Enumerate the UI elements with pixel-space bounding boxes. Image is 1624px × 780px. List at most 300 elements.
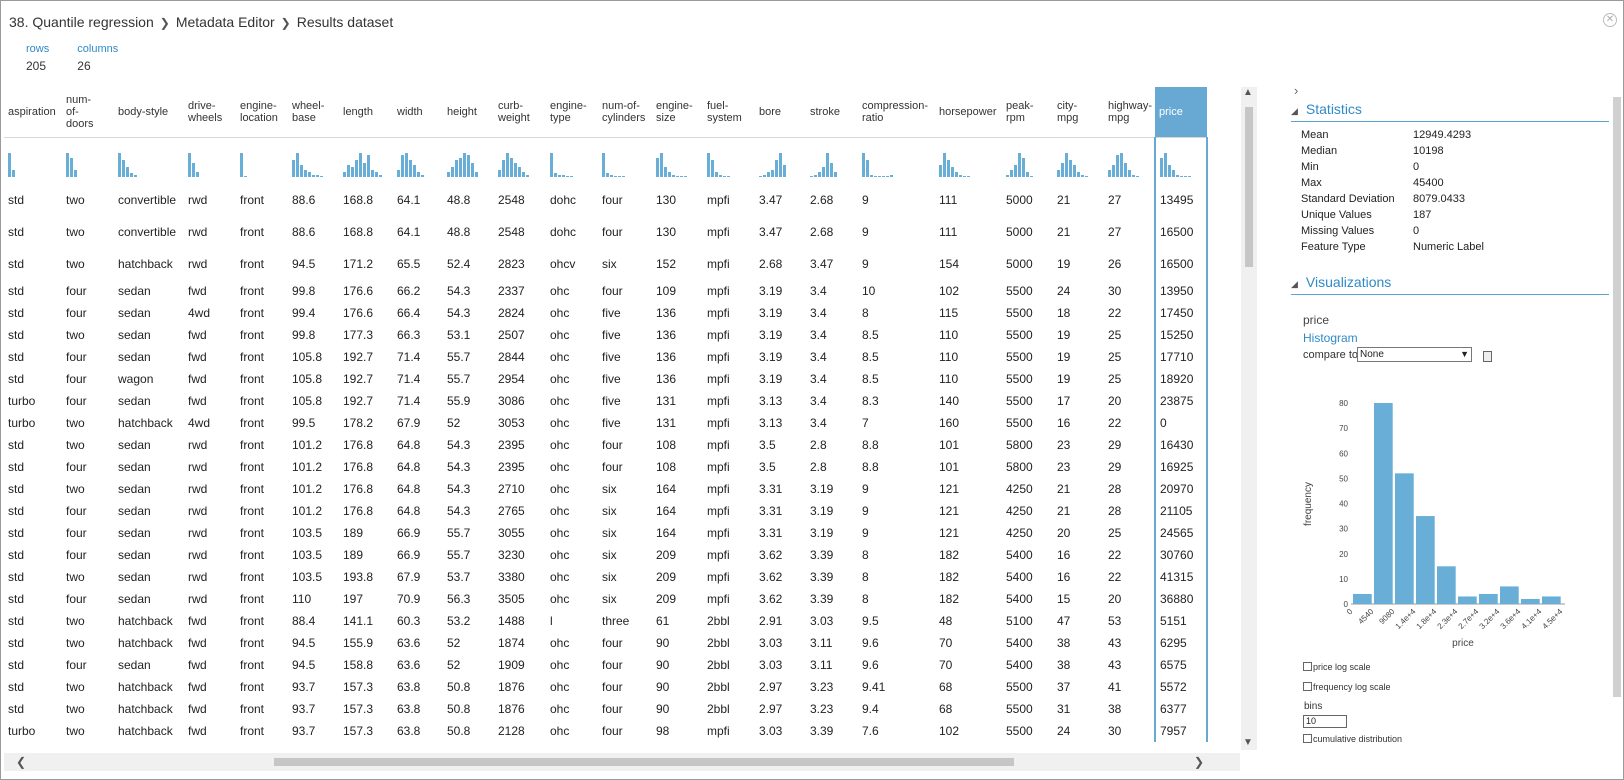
column-mini-histogram[interactable] xyxy=(62,137,114,183)
table-cell[interactable]: two xyxy=(66,614,85,628)
table-cell[interactable]: 25 xyxy=(1108,328,1122,342)
table-cell[interactable]: 71.4 xyxy=(397,350,421,364)
table-cell[interactable]: mpfi xyxy=(707,438,730,452)
table-cell[interactable]: 94.5 xyxy=(292,257,316,271)
table-cell[interactable]: front xyxy=(240,548,265,562)
table-row[interactable] xyxy=(4,566,1207,588)
table-cell[interactable]: rwd xyxy=(188,526,208,540)
table-cell[interactable]: four xyxy=(602,724,623,738)
table-cell[interactable]: 52.4 xyxy=(447,257,471,271)
table-cell[interactable]: 41315 xyxy=(1155,566,1207,588)
table-cell[interactable]: five xyxy=(602,328,621,342)
table-cell[interactable]: four xyxy=(66,372,87,386)
table-cell[interactable]: 105.8 xyxy=(292,350,323,364)
table-cell[interactable]: ohc xyxy=(550,570,570,584)
table-cell[interactable]: 2.91 xyxy=(759,614,783,628)
table-cell[interactable]: hatchback xyxy=(118,636,173,650)
table-cell[interactable]: 3230 xyxy=(498,548,525,562)
table-cell[interactable]: 2548 xyxy=(498,225,525,239)
table-cell[interactable]: 9.6 xyxy=(862,658,879,672)
table-cell[interactable]: mpfi xyxy=(707,526,730,540)
table-cell[interactable]: 3.03 xyxy=(759,658,783,672)
table-row[interactable] xyxy=(4,500,1207,522)
table-row[interactable] xyxy=(4,324,1207,346)
table-cell[interactable]: front xyxy=(240,526,265,540)
table-cell[interactable]: 3.19 xyxy=(810,526,834,540)
table-cell[interactable]: 7957 xyxy=(1155,720,1207,742)
table-cell[interactable]: 28 xyxy=(1108,482,1122,496)
table-cell[interactable]: 50.8 xyxy=(447,680,471,694)
table-cell[interactable]: 66.9 xyxy=(397,548,421,562)
table-cell[interactable]: 21 xyxy=(1057,504,1071,518)
table-cell[interactable]: rwd xyxy=(188,438,208,452)
table-cell[interactable]: 16 xyxy=(1057,548,1071,562)
table-cell[interactable]: 157.3 xyxy=(343,680,374,694)
table-cell[interactable]: four xyxy=(602,225,623,239)
table-cell[interactable]: mpfi xyxy=(707,284,730,298)
table-cell[interactable]: front xyxy=(240,702,265,716)
table-cell[interactable]: std xyxy=(8,192,25,207)
table-cell[interactable]: 5500 xyxy=(1006,724,1033,738)
table-cell[interactable]: 3.39 xyxy=(810,592,834,606)
table-cell[interactable]: mpfi xyxy=(707,306,730,320)
table-cell[interactable]: five xyxy=(602,350,621,364)
table-cell[interactable]: 164 xyxy=(656,526,677,540)
table-cell[interactable]: front xyxy=(240,460,265,474)
table-cell[interactable]: 88.6 xyxy=(292,192,316,207)
table-cell[interactable]: four xyxy=(66,548,87,562)
table-cell[interactable]: 103.5 xyxy=(292,548,323,562)
table-cell[interactable]: 8.5 xyxy=(862,328,879,342)
table-cell[interactable]: 2548 xyxy=(498,192,525,207)
table-cell[interactable]: 88.4 xyxy=(292,614,316,628)
table-cell[interactable]: six xyxy=(602,570,617,584)
table-cell[interactable]: 52 xyxy=(447,416,461,430)
table-cell[interactable]: 2765 xyxy=(498,504,525,518)
table-cell[interactable]: 176.8 xyxy=(343,438,374,452)
table-cell[interactable]: std xyxy=(8,438,25,452)
table-cell[interactable]: 16 xyxy=(1057,416,1071,430)
table-cell[interactable]: 71.4 xyxy=(397,372,421,386)
table-cell[interactable]: mpfi xyxy=(707,482,730,496)
table-cell[interactable]: front xyxy=(240,636,265,650)
table-cell[interactable]: 24 xyxy=(1057,724,1071,738)
column-mini-histogram[interactable] xyxy=(1155,137,1207,183)
table-cell[interactable]: 22 xyxy=(1108,306,1122,320)
table-cell[interactable]: 21 xyxy=(1057,192,1071,207)
table-cell[interactable]: 64.8 xyxy=(397,460,421,474)
table-cell[interactable]: 8.5 xyxy=(862,350,879,364)
column-mini-histogram[interactable] xyxy=(494,137,546,183)
table-cell[interactable]: 8.8 xyxy=(862,460,879,474)
table-cell[interactable]: four xyxy=(602,460,623,474)
table-cell[interactable]: mpfi xyxy=(707,724,730,738)
table-cell[interactable]: 111 xyxy=(939,192,958,207)
table-cell[interactable]: sedan xyxy=(118,394,151,408)
table-cell[interactable]: 55.7 xyxy=(447,548,471,562)
table-cell[interactable]: 61 xyxy=(656,614,670,628)
table-cell[interactable]: sedan xyxy=(118,658,151,672)
table-cell[interactable]: 37 xyxy=(1057,680,1071,694)
table-cell[interactable]: front xyxy=(240,614,265,628)
table-cell[interactable]: rwd xyxy=(188,192,208,207)
table-cell[interactable]: 8 xyxy=(862,306,869,320)
table-cell[interactable]: 52 xyxy=(447,636,461,650)
table-cell[interactable]: four xyxy=(602,702,623,716)
table-cell[interactable]: sedan xyxy=(118,460,151,474)
table-cell[interactable]: std xyxy=(8,284,25,298)
table-cell[interactable]: 38 xyxy=(1057,636,1071,650)
table-cell[interactable]: fwd xyxy=(188,636,207,650)
table-cell[interactable]: 66.9 xyxy=(397,526,421,540)
table-cell[interactable]: front xyxy=(240,225,265,239)
table-cell[interactable]: 3.23 xyxy=(810,702,834,716)
table-cell[interactable]: 1874 xyxy=(498,636,525,650)
table-cell[interactable]: 193.8 xyxy=(343,570,374,584)
table-cell[interactable]: 3.13 xyxy=(759,394,783,408)
viz-type-link[interactable]: Histogram xyxy=(1303,331,1358,345)
table-cell[interactable]: 28 xyxy=(1108,504,1122,518)
table-cell[interactable]: 130 xyxy=(656,192,677,207)
table-cell[interactable]: std xyxy=(8,350,25,364)
column-header[interactable]: engine- size xyxy=(652,87,703,137)
table-cell[interactable]: 176.8 xyxy=(343,482,374,496)
table-cell[interactable]: sedan xyxy=(118,592,151,606)
table-cell[interactable]: 18920 xyxy=(1155,368,1207,390)
column-mini-histogram[interactable] xyxy=(598,137,652,183)
table-cell[interactable]: 4wd xyxy=(188,306,211,320)
table-cell[interactable]: 63.8 xyxy=(397,680,421,694)
table-cell[interactable]: 26 xyxy=(1108,257,1122,271)
table-cell[interactable]: std xyxy=(8,636,25,650)
table-cell[interactable]: 178.2 xyxy=(343,416,374,430)
table-cell[interactable]: 110 xyxy=(939,372,959,386)
table-cell[interactable]: 101.2 xyxy=(292,482,323,496)
table-cell[interactable]: four xyxy=(66,350,87,364)
table-cell[interactable]: 3.19 xyxy=(759,350,783,364)
table-cell[interactable]: fwd xyxy=(188,372,207,386)
table-cell[interactable]: 70.9 xyxy=(397,592,421,606)
table-cell[interactable]: 155.9 xyxy=(343,636,374,650)
table-row[interactable] xyxy=(4,610,1207,632)
table-cell[interactable]: 5572 xyxy=(1155,676,1207,698)
table-cell[interactable]: 53.2 xyxy=(447,614,471,628)
table-cell[interactable]: 63.6 xyxy=(397,636,421,650)
column-header[interactable]: peak- rpm xyxy=(1002,87,1053,137)
table-cell[interactable]: 16500 xyxy=(1155,248,1207,280)
table-cell[interactable]: 102 xyxy=(939,724,960,738)
table-cell[interactable]: 53.7 xyxy=(447,570,471,584)
table-cell[interactable]: two xyxy=(66,680,85,694)
table-cell[interactable]: 64.8 xyxy=(397,482,421,496)
table-cell[interactable]: 20 xyxy=(1108,592,1122,606)
table-cell[interactable]: 5400 xyxy=(1006,592,1033,606)
table-cell[interactable]: 102 xyxy=(939,284,960,298)
table-cell[interactable]: 63.6 xyxy=(397,658,421,672)
table-cell[interactable]: ohc xyxy=(550,284,570,298)
table-cell[interactable]: 23 xyxy=(1057,460,1071,474)
table-cell[interactable]: 121 xyxy=(939,482,960,496)
table-cell[interactable]: hatchback xyxy=(118,614,173,628)
table-cell[interactable]: rwd xyxy=(188,570,208,584)
table-cell[interactable]: 64.1 xyxy=(397,192,421,207)
table-cell[interactable]: 17450 xyxy=(1155,302,1207,324)
table-cell[interactable]: 16925 xyxy=(1155,456,1207,478)
table-cell[interactable]: 164 xyxy=(656,504,677,518)
table-cell[interactable]: 2.8 xyxy=(810,460,827,474)
table-cell[interactable]: 5151 xyxy=(1155,610,1207,632)
table-cell[interactable]: 101.2 xyxy=(292,460,323,474)
table-cell[interactable]: 3.4 xyxy=(810,284,827,298)
table-cell[interactable]: six xyxy=(602,592,617,606)
table-cell[interactable]: 2bbl xyxy=(707,680,730,694)
table-cell[interactable]: 55.7 xyxy=(447,372,471,386)
table-cell[interactable]: rwd xyxy=(188,460,208,474)
table-cell[interactable]: 110 xyxy=(292,592,312,606)
table-cell[interactable]: 171.2 xyxy=(343,257,374,271)
table-cell[interactable]: 3.13 xyxy=(759,416,783,430)
table-cell[interactable]: 55.9 xyxy=(447,394,471,408)
column-mini-histogram[interactable] xyxy=(288,137,339,183)
table-cell[interactable]: two xyxy=(66,257,85,271)
table-cell[interactable]: mpfi xyxy=(707,592,730,606)
table-cell[interactable]: 19 xyxy=(1057,257,1071,271)
table-cell[interactable]: ohcv xyxy=(550,257,576,271)
table-cell[interactable]: ohc xyxy=(550,504,570,518)
table-cell[interactable]: rwd xyxy=(188,504,208,518)
table-cell[interactable]: 65.5 xyxy=(397,257,421,271)
table-cell[interactable]: 152 xyxy=(656,257,677,271)
table-cell[interactable]: 22 xyxy=(1108,570,1122,584)
table-cell[interactable]: 101.2 xyxy=(292,438,323,452)
table-cell[interactable]: 7 xyxy=(862,416,869,430)
table-cell[interactable]: four xyxy=(66,306,87,320)
table-cell[interactable]: 41 xyxy=(1108,680,1122,694)
table-cell[interactable]: 3.31 xyxy=(759,482,783,496)
table-cell[interactable]: 3055 xyxy=(498,526,525,540)
table-cell[interactable]: ohc xyxy=(550,416,570,430)
table-row[interactable] xyxy=(4,280,1207,302)
table-row[interactable] xyxy=(4,434,1207,456)
table-cell[interactable]: 176.8 xyxy=(343,460,374,474)
table-cell[interactable]: four xyxy=(66,658,87,672)
table-cell[interactable]: ohc xyxy=(550,350,570,364)
table-cell[interactable]: 67.9 xyxy=(397,570,421,584)
table-cell[interactable]: 2844 xyxy=(498,350,525,364)
table-cell[interactable]: 140 xyxy=(939,394,960,408)
column-header[interactable]: width xyxy=(393,87,443,137)
table-cell[interactable]: 17710 xyxy=(1155,346,1207,368)
table-cell[interactable]: 3.11 xyxy=(810,658,833,672)
table-cell[interactable]: 9 xyxy=(862,192,869,207)
table-cell[interactable]: 209 xyxy=(656,592,677,606)
table-cell[interactable]: 5400 xyxy=(1006,570,1033,584)
table-cell[interactable]: 60.3 xyxy=(397,614,421,628)
table-cell[interactable]: 54.3 xyxy=(447,284,471,298)
table-cell[interactable]: ohc xyxy=(550,372,570,386)
table-cell[interactable]: 182 xyxy=(939,592,960,606)
table-cell[interactable]: 67.9 xyxy=(397,416,421,430)
column-header[interactable]: length xyxy=(339,87,393,137)
column-mini-histogram[interactable] xyxy=(652,137,703,183)
table-cell[interactable]: convertible xyxy=(118,225,177,239)
table-cell[interactable]: sedan xyxy=(118,504,151,518)
column-mini-histogram[interactable] xyxy=(806,137,858,183)
table-cell[interactable]: 20 xyxy=(1057,526,1071,540)
compare-to-select[interactable] xyxy=(1357,347,1472,362)
table-cell[interactable]: four xyxy=(66,504,87,518)
scrollbar-thumb[interactable] xyxy=(1245,107,1253,267)
table-cell[interactable]: two xyxy=(66,570,85,584)
table-cell[interactable]: rwd xyxy=(188,257,208,271)
table-cell[interactable]: four xyxy=(602,192,623,207)
table-cell[interactable]: ohc xyxy=(550,680,570,694)
column-mini-histogram[interactable] xyxy=(4,137,62,183)
table-cell[interactable]: 192.7 xyxy=(343,394,374,408)
table-cell[interactable]: 3.4 xyxy=(810,394,827,408)
table-cell[interactable]: sedan xyxy=(118,350,151,364)
table-cell[interactable]: 17 xyxy=(1057,394,1071,408)
table-cell[interactable]: four xyxy=(602,284,623,298)
table-cell[interactable]: 2bbl xyxy=(707,658,730,672)
table-cell[interactable]: 19 xyxy=(1057,372,1071,386)
table-cell[interactable]: 103.5 xyxy=(292,526,323,540)
table-cell[interactable]: 5500 xyxy=(1006,680,1033,694)
table-cell[interactable]: 21 xyxy=(1057,482,1071,496)
table-cell[interactable]: 3.4 xyxy=(810,372,827,386)
breadcrumb-experiment[interactable]: 38. Quantile regression xyxy=(9,14,154,30)
table-cell[interactable]: 3.4 xyxy=(810,350,827,364)
frequency-log-scale-option[interactable] xyxy=(1313,682,1391,692)
table-cell[interactable]: 70 xyxy=(939,636,953,650)
table-cell[interactable]: 23875 xyxy=(1155,390,1207,412)
table-cell[interactable]: 2.97 xyxy=(759,702,783,716)
table-cell[interactable]: std xyxy=(8,482,25,496)
table-cell[interactable]: 1488 xyxy=(498,614,525,628)
column-header[interactable]: num-of- cylinders xyxy=(598,87,652,137)
table-cell[interactable]: 189 xyxy=(343,548,364,562)
table-cell[interactable]: 90 xyxy=(656,636,670,650)
close-icon[interactable]: ✕ xyxy=(1603,13,1617,27)
table-cell[interactable]: 55.7 xyxy=(447,350,471,364)
table-cell[interactable]: front xyxy=(240,504,265,518)
table-cell[interactable]: 5400 xyxy=(1006,658,1033,672)
table-cell[interactable]: 8.8 xyxy=(862,438,879,452)
table-cell[interactable]: front xyxy=(240,482,265,496)
table-cell[interactable]: ohc xyxy=(550,306,570,320)
column-mini-histogram[interactable] xyxy=(858,137,935,183)
table-cell[interactable]: 1876 xyxy=(498,702,525,716)
table-cell[interactable]: 1909 xyxy=(498,658,525,672)
column-mini-histogram[interactable] xyxy=(236,137,288,183)
grid-vertical-scrollbar[interactable] xyxy=(1241,87,1257,750)
table-cell[interactable]: mpfi xyxy=(707,225,730,239)
table-cell[interactable]: 30 xyxy=(1108,724,1122,738)
table-cell[interactable]: 110 xyxy=(939,350,959,364)
table-cell[interactable]: 103.5 xyxy=(292,570,323,584)
table-cell[interactable]: front xyxy=(240,192,265,207)
table-cell[interactable]: 50.8 xyxy=(447,724,471,738)
table-cell[interactable]: 136 xyxy=(656,372,677,386)
table-cell[interactable]: 4wd xyxy=(188,416,211,430)
column-mini-histogram[interactable] xyxy=(184,137,236,183)
table-cell[interactable]: six xyxy=(602,482,617,496)
table-cell[interactable]: 5500 xyxy=(1006,306,1033,320)
table-cell[interactable]: 5800 xyxy=(1006,460,1033,474)
column-header[interactable]: horsepower xyxy=(935,87,1002,137)
table-cell[interactable]: 93.7 xyxy=(292,680,316,694)
table-cell[interactable]: mpfi xyxy=(707,350,730,364)
table-cell[interactable]: 3380 xyxy=(498,570,525,584)
column-header[interactable]: bore xyxy=(755,87,806,137)
table-cell[interactable]: 20 xyxy=(1108,394,1122,408)
table-cell[interactable]: 38 xyxy=(1057,658,1071,672)
table-cell[interactable]: 10 xyxy=(862,284,876,298)
table-cell[interactable]: 157.3 xyxy=(343,702,374,716)
table-cell[interactable]: 5500 xyxy=(1006,328,1033,342)
table-cell[interactable]: 2337 xyxy=(498,284,525,298)
table-cell[interactable]: 9 xyxy=(862,526,869,540)
table-cell[interactable]: 52 xyxy=(447,658,461,672)
table-cell[interactable]: 2.97 xyxy=(759,680,783,694)
table-cell[interactable]: 3086 xyxy=(498,394,525,408)
table-cell[interactable]: turbo xyxy=(8,724,36,738)
table-cell[interactable]: 2bbl xyxy=(707,702,730,716)
table-cell[interactable]: 48 xyxy=(939,614,953,628)
table-cell[interactable]: 3.4 xyxy=(810,306,827,320)
table-cell[interactable]: 8 xyxy=(862,570,869,584)
column-mini-histogram[interactable] xyxy=(1053,137,1104,183)
table-cell[interactable]: fwd xyxy=(188,658,207,672)
table-cell[interactable]: 94.5 xyxy=(292,636,316,650)
table-cell[interactable]: 111 xyxy=(939,225,958,239)
table-cell[interactable]: 3.11 xyxy=(810,636,833,650)
table-cell[interactable]: five xyxy=(602,416,621,430)
table-cell[interactable]: 21105 xyxy=(1155,500,1207,522)
table-cell[interactable]: 13950 xyxy=(1155,280,1207,302)
table-cell[interactable]: 22 xyxy=(1108,416,1122,430)
table-cell[interactable]: 63.8 xyxy=(397,724,421,738)
table-cell[interactable]: ohc xyxy=(550,438,570,452)
table-cell[interactable]: 3.39 xyxy=(810,548,834,562)
table-cell[interactable]: 3.62 xyxy=(759,570,783,584)
table-cell[interactable]: 121 xyxy=(939,504,960,518)
table-cell[interactable]: ohc xyxy=(550,592,570,606)
table-cell[interactable]: hatchback xyxy=(118,257,173,271)
table-cell[interactable]: 70 xyxy=(939,658,953,672)
table-cell[interactable]: 176.6 xyxy=(343,306,374,320)
table-cell[interactable]: 29 xyxy=(1108,460,1122,474)
table-cell[interactable]: ohc xyxy=(550,658,570,672)
table-cell[interactable]: 3.39 xyxy=(810,570,834,584)
table-cell[interactable]: front xyxy=(240,350,265,364)
table-cell[interactable]: 5400 xyxy=(1006,548,1033,562)
table-cell[interactable]: mpfi xyxy=(707,328,730,342)
column-mini-histogram[interactable] xyxy=(339,137,393,183)
table-cell[interactable]: front xyxy=(240,724,265,738)
table-cell[interactable]: 197 xyxy=(343,592,364,606)
table-cell[interactable]: 3.19 xyxy=(759,284,783,298)
table-cell[interactable]: mpfi xyxy=(707,257,730,271)
table-cell[interactable]: 9 xyxy=(862,225,869,239)
table-cell[interactable]: 2bbl xyxy=(707,636,730,650)
table-cell[interactable]: 53.1 xyxy=(447,328,471,342)
table-cell[interactable]: dohc xyxy=(550,225,577,239)
table-cell[interactable]: 3.23 xyxy=(810,680,834,694)
table-cell[interactable]: front xyxy=(240,592,265,606)
table-cell[interactable]: l xyxy=(550,614,553,628)
table-cell[interactable]: two xyxy=(66,328,85,342)
